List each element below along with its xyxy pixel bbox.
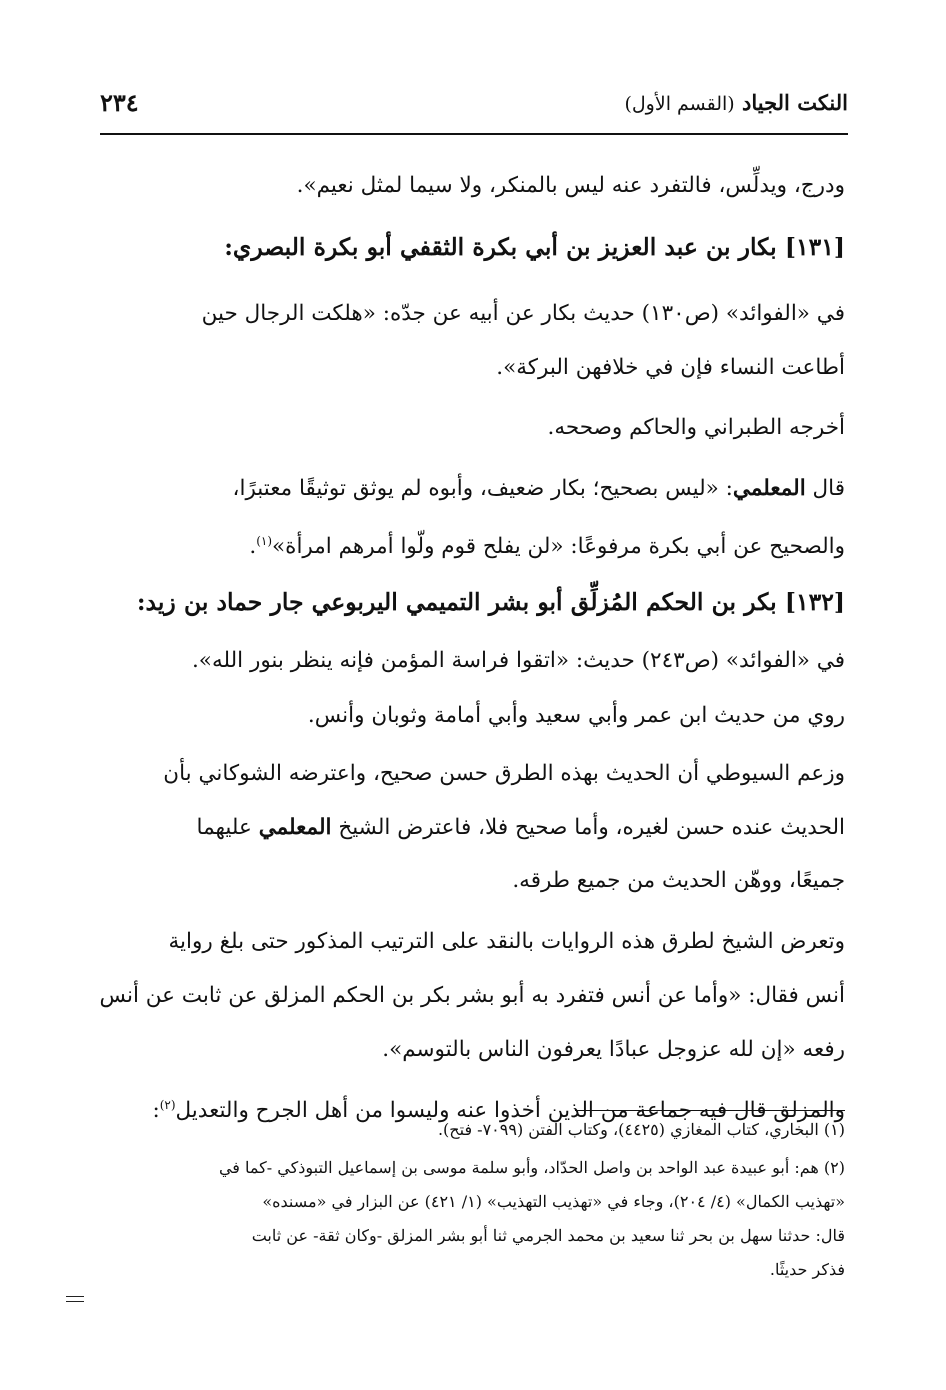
text-line	[249, 514, 845, 574]
footnote-1: (١) البخاري، كتاب المغازي (٤٤٢٥)، وكتاب الفتن (٧٠٩٩- فتح).	[437, 1120, 845, 1139]
author-name: المعلمي	[732, 476, 806, 501]
footnote-divider	[575, 1110, 845, 1111]
footnote-2-cont: «تهذيب الكمال» (٤/ ٢٠٤)، وجاء في «تهذيب التهذيب» (١/ ٤٢١) عن البزار في «مسنده»	[262, 1192, 845, 1211]
text-line: رفعه «إن لله عزوجل عبادًا يعرفون الناس بالتوسم».	[382, 1037, 845, 1062]
text-line: وتعرض الشيخ لطرق هذه الروايات بالنقد على الترتيب المذكور حتى بلغ رواية	[168, 929, 845, 954]
text-line: أخرجه الطبراني والحاكم وصححه.	[547, 415, 845, 440]
text-line: ودرج، ويدلِّس، فالتفرد عنه ليس بالمنكر، ولا سيما لمثل نعيم».	[296, 173, 845, 198]
page-header	[100, 88, 848, 128]
text-line: روي من حديث ابن عمر وأبي سعيد وأبي أمامة وثوبان وأنس.	[307, 703, 845, 728]
text-run: والمزلق قال فيه جماعة من الذين أخذوا عنه وليسوا من أهل الجرح والتعديل	[175, 1098, 845, 1124]
text-line: أنس فقال: «وأما عن أنس فتفرد به أبو بشر بكر بن الحكم المزلق عن ثابت عن أنس	[99, 983, 845, 1008]
entry-heading-132: [١٣٢] بكر بن الحكم المُزلِّق أبو بشر التميمي اليربوعي جار حماد بن زيد:	[136, 588, 845, 616]
text-run: قال	[805, 476, 845, 501]
text-line: أطاعت النساء فإن في خلافهن البركة».	[496, 355, 845, 380]
page-number: ٢٣٤	[100, 88, 139, 117]
entry-heading-131: [١٣١] بكار بن عبد العزيز بن أبي بكرة الثقفي أبو بكرة البصري:	[224, 233, 845, 261]
text-run: : «ليس بصحيح؛ بكار ضعيف، وأبوه لم يوثق توثيقًا معتبرًا،	[232, 476, 733, 501]
author-name: المعلمي	[258, 815, 332, 840]
text-run: الحديث عنده حسن لغيره، وأما صحيح فلا، فاعترض الشيخ	[331, 815, 845, 840]
text-line: في «الفوائد» (ص١٣٠) حديث بكار عن أبيه عن جدّه: «هلكت الرجال حين	[201, 301, 845, 326]
text-run: :	[152, 1098, 160, 1124]
running-title	[624, 90, 848, 115]
text-line: جميعًا، ووهّن الحديث من جميع طرقه.	[512, 868, 845, 893]
footnote-2: (٢) هم: أبو عبيدة عبد الواحد بن واصل الحدّاد، وأبو سلمة موسى بن إسماعيل التبوذكي -كما في	[218, 1158, 845, 1177]
text-line: في «الفوائد» (ص٢٤٣) حديث: «اتقوا فراسة المؤمن فإنه ينظر بنور الله».	[191, 648, 845, 673]
text-line	[197, 800, 845, 855]
header-divider	[100, 133, 848, 135]
footnote-ref-1[interactable]: (١)	[256, 534, 273, 548]
text-line	[233, 461, 845, 516]
book-title: النكت الجياد	[742, 90, 848, 115]
margin-mark	[66, 1296, 84, 1302]
text-run: عليهما	[196, 815, 259, 840]
footnote-2-cont: فذكر حديثًا.	[769, 1260, 845, 1279]
footnote-ref-2[interactable]: (٢)	[159, 1098, 176, 1112]
text-line: وزعم السيوطي أن الحديث بهذه الطرق حسن صحيح، واعترضه الشوكاني بأن	[163, 761, 845, 786]
footnote-2-cont: قال: حدثنا سهل بن بحر ثنا سعيد بن محمد الجرمي ثنا أبو بشر المزلق -وكان ثقة- عن ثابت	[251, 1226, 845, 1245]
text-run: .	[249, 534, 257, 560]
text-run: والصحيح عن أبي بكرة مرفوعًا: «لن يفلح قوم ولّوا أمرهم امرأة»	[272, 534, 845, 560]
book-part: (القسم الأول)	[624, 93, 735, 115]
